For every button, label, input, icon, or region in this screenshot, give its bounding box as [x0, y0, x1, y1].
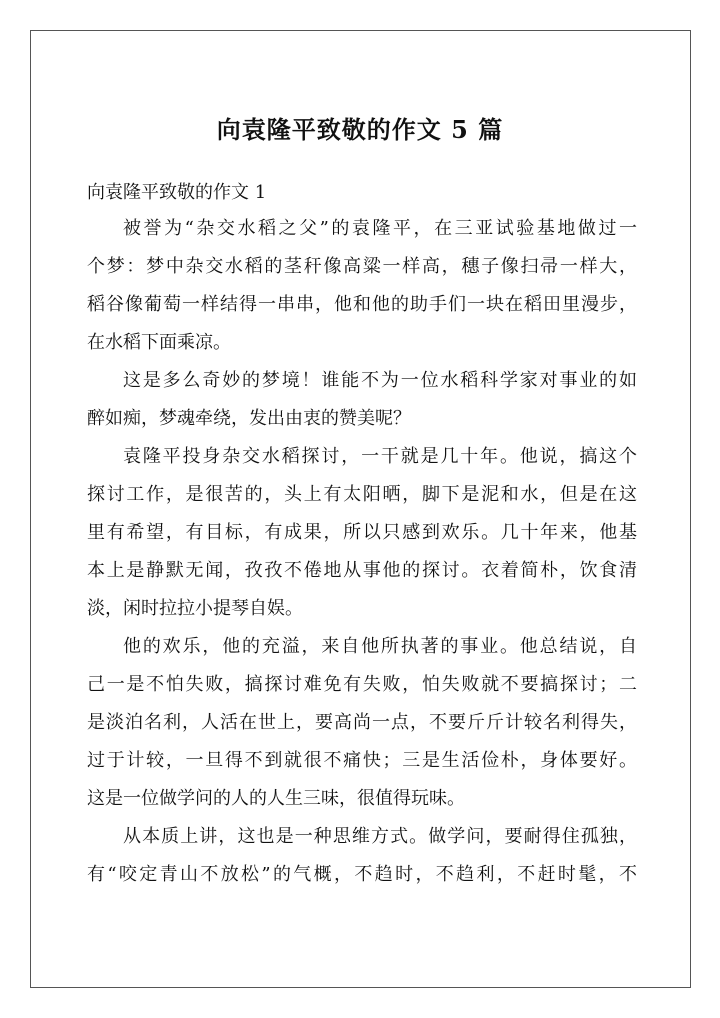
paragraph-line: 他的欢乐，他的充溢，来自他所执著的事业。他总结说，自 [123, 636, 637, 657]
paragraph-line: 被誉为“杂交水稻之父”的袁隆平，在三亚试验基地做过一 [123, 218, 637, 239]
paragraph-line: 这是一位做学问的人的人生三味，很值得玩味。 [87, 788, 465, 809]
section-heading: 向袁隆平致敬的作文 1 [87, 182, 267, 203]
paragraph-line: 醉如痴，梦魂牵绕，发出由衷的赞美呢？ [87, 408, 411, 429]
paragraph-line: 里有希望，有目标，有成果，所以只感到欢乐。几十年来，他基 [87, 522, 637, 543]
paragraph-line: 是淡泊名利，人活在世上，要高尚一点，不要斤斤计较名利得失， [87, 712, 637, 733]
paragraph-line: 个梦：梦中杂交水稻的茎秆像高粱一样高，穗子像扫帚一样大， [87, 256, 637, 277]
paragraph-line: 在水稻下面乘凉。 [87, 332, 231, 353]
paragraph-line: 从本质上讲，这也是一种思维方式。做学问，要耐得住孤独， [123, 826, 637, 847]
paragraph-line: 过于计较，一旦得不到就很不痛快；三是生活俭朴，身体要好。 [87, 750, 637, 771]
paragraph-line: 袁隆平投身杂交水稻探讨，一干就是几十年。他说，搞这个 [123, 446, 637, 467]
paragraph-line: 淡，闲时拉拉小提琴自娱。 [87, 598, 303, 619]
paragraph-line: 稻谷像葡萄一样结得一串串，他和他的助手们一块在稻田里漫步， [87, 294, 637, 315]
paragraph-line: 探讨工作，是很苦的，头上有太阳晒，脚下是泥和水，但是在这 [87, 484, 637, 505]
document-title: 向袁隆平致敬的作文 5 篇 [216, 115, 504, 144]
paragraph-line: 己一是不怕失败，搞探讨难免有失败，怕失败就不要搞探讨；二 [87, 674, 637, 695]
paragraph-line: 有“咬定青山不放松”的气概，不趋时，不趋利，不赶时髦，不 [87, 864, 637, 885]
paragraph-line: 本上是静默无闻，孜孜不倦地从事他的探讨。衣着简朴，饮食清 [87, 560, 637, 581]
paragraph-line: 这是多么奇妙的梦境！谁能不为一位水稻科学家对事业的如 [123, 370, 637, 391]
